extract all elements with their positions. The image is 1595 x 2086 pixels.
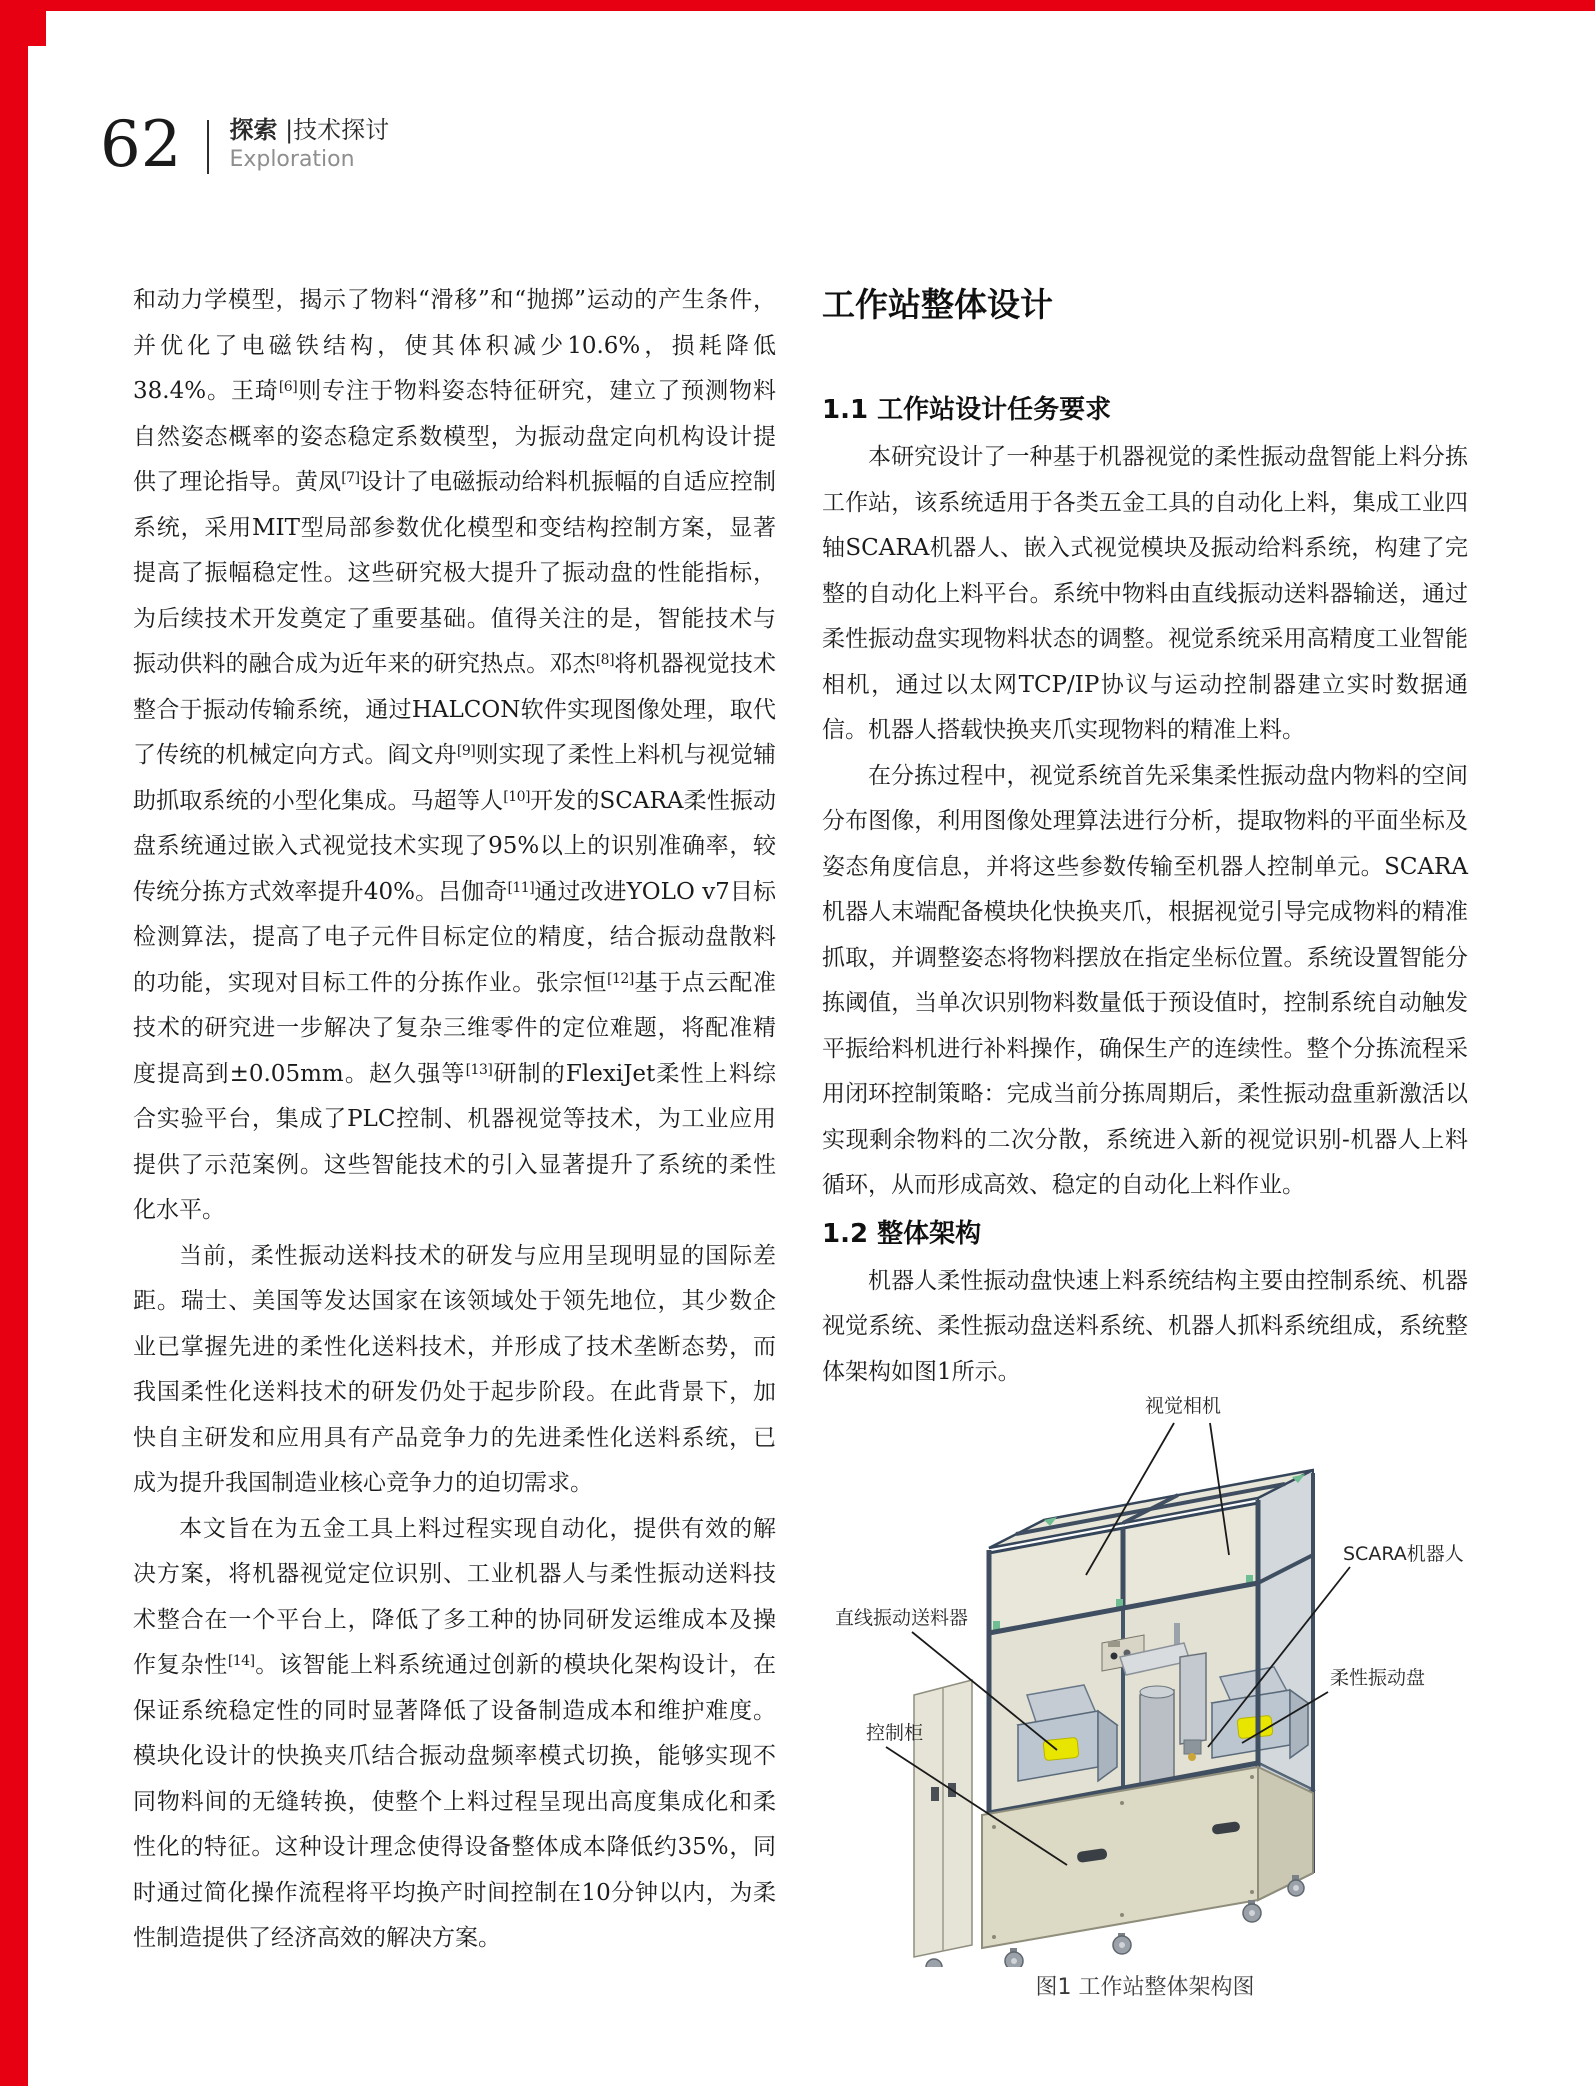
- right-column: [822, 265, 1468, 2001]
- citation-ref: [11]: [507, 879, 535, 896]
- citation-ref: [8]: [595, 652, 615, 668]
- citation-ref: [12]: [607, 970, 634, 987]
- section-1-2-body: [822, 1259, 1468, 1396]
- section-1-2-heading: 1.2 整体架构: [822, 1218, 982, 1249]
- page-edge-red-corner: [0, 0, 46, 46]
- citation-ref: [13]: [465, 1061, 493, 1078]
- label-control-cabinet: 控制柜: [866, 1722, 924, 1744]
- citation-ref: [10]: [503, 788, 530, 805]
- page-edge-red-left: [0, 0, 28, 2086]
- citation-ref: [7]: [341, 470, 360, 486]
- label-scara-robot: SCARA机器人: [1343, 1543, 1464, 1565]
- label-vision-camera: 视觉相机: [1145, 1395, 1222, 1417]
- paragraph: 当前，柔性振动送料技术的研发与应用呈现明显的国际差距。瑞士、美国等发达国家在该领域处于领先地位，其少数企业已掌握先进的柔性化送料技术，并形成了技术垄断态势，而我国柔性化送料技术的研发仍处于起步阶段。在此背景下，加快自主研发和应用具有产品竞争力的先进柔性化送料系统，已成为提升我国制造业核心竞争力的迫切需求。: [133, 1242, 776, 1496]
- citation-ref: [14]: [227, 1653, 255, 1669]
- section-title-sub: |技术探讨: [277, 116, 390, 144]
- left-column: [133, 278, 776, 1962]
- label-flexible-bowl: 柔性振动盘: [1330, 1667, 1426, 1689]
- citation-ref: [9]: [456, 743, 476, 759]
- figure-1: [822, 1395, 1468, 1967]
- header-section: [229, 116, 389, 173]
- section-1-1-heading: 1.1 工作站设计任务要求: [822, 395, 1112, 425]
- label-linear-feeder: 直线振动送料器: [835, 1607, 969, 1629]
- page-edge-red-top: [0, 0, 1595, 11]
- paragraph: 和动力学模型，揭示了物料“滑移”和“抛掷”运动的产生条件，并优化了电磁铁结构，使其体积减少10.6%，损耗降低38.4%。王琦[6]则专注于物料姿态特征研究，建立了预测物料自然姿态概率的姿态稳定系数模型，为振动盘定向机构设计提供了理论指导。黄凤[7]设计了电磁振动给料机振幅的自适应控制系统，采用MIT型局部参数优化模型和变结构控制方案，显著提高了振幅稳定性。这些研究极大提升了振动盘的性能指标，为后续技术开发奠定了重要基础。值得关注的是，智能技术与振动供料的融合成为近年来的研究热点。邓杰[8]将机器视觉技术整合于振动传输系统，通过HALCON软件实现图像处理，取代了传统的机械定向方式。阎文舟[9]则实现了柔性上料机与视觉辅助抓取系统的小型化集成。马超等人[10]开发的SCARA柔性振动盘系统通过嵌入式视觉技术实现了95%以上的识别准确率，较传统分拣方式效率提升40%。吕伽奇[11]通过改进YOLO v7目标检测算法，提高了电子元件目标定位的精度，结合振动盘散料的功能，实现对目标工件的分拣作业。张宗恒[12]基于点云配准技术的研究进一步解决了复杂三维零件的定位难题，将配准精度提高到±0.05mm。赵久强等[13]研制的FlexiJet柔性上料综合实验平台，集成了PLC控制、机器视觉等技术，为工业应用提供了示范案例。这些智能技术的引入显著提升了系统的柔性化水平。: [133, 287, 777, 1223]
- paragraph: 机器人柔性振动盘快速上料系统结构主要由控制系统、机器视觉系统、柔性振动盘送料系统、机器人抓料系统组成，系统整体架构如图1所示。: [822, 1267, 1468, 1385]
- section-title-en: Exploration: [229, 147, 355, 172]
- paragraph: 本文旨在为五金工具上料过程实现自动化，提供有效的解决方案，将机器视觉定位识别、工业机器人与柔性振动送料技术整合在一个平台上，降低了多工种的协同研发运维成本及操作复杂性[14]。该智能上料系统通过创新的模块化架构设计，在保证系统稳定性的同时显著降低了设备制造成本和维护难度。模块化设计的快换夹爪结合振动盘频率模式切换，能够实现不同物料间的无缝转换，使整个上料过程呈现出高度集成化和柔性化的特征。这种设计理念使得设备整体成本降低约35%，同时通过简化操作流程将平均换产时间控制在10分钟以内，为柔性制造提供了经济高效的解决方案。: [133, 1515, 777, 1951]
- citation-ref: [6]: [278, 379, 298, 395]
- page-header: [100, 108, 390, 182]
- header-divider: [207, 120, 209, 174]
- figure-1-caption: 图1 工作站整体架构图: [1035, 1975, 1255, 2000]
- paragraph: 本研究设计了一种基于机器视觉的柔性振动盘智能上料分拣工作站，该系统适用于各类五金工具的自动化上料，集成工业四轴SCARA机器人、嵌入式视觉模块及振动给料系统，构建了完整的自动化上料平台。系统中物料由直线振动送料器输送，通过柔性振动盘实现物料状态的调整。视觉系统采用高精度工业智能相机，通过以太网TCP/IP协议与运动控制器建立实时数据通信。机器人搭载快换夹爪实现物料的精准上料。: [822, 444, 1468, 743]
- paragraph: 在分拣过程中，视觉系统首先采集柔性振动盘内物料的空间分布图像，利用图像处理算法进行分析，提取物料的平面坐标及姿态角度信息，并将这些参数传输至机器人控制单元。SCARA机器人末端配备模块化快换夹爪，根据视觉引导完成物料的精准抓取，并调整姿态将物料摆放在指定坐标位置。系统设置智能分拣阈值，当单次识别物料数量低于预设值时，控制系统自动触发平振给料机进行补料操作，确保生产的连续性。整个分拣流程采用闭环控制策略：完成当前分拣周期后，柔性振动盘重新激活以实现剩余物料的二次分散，系统进入新的视觉识别-机器人上料循环，从而形成高效、稳定的自动化上料作业。: [822, 762, 1468, 1198]
- section-title-cn: [229, 116, 389, 144]
- section-1-1-body: [822, 435, 1468, 1209]
- page-number: 62: [100, 108, 182, 182]
- chapter-heading: 工作站整体设计: [822, 285, 1053, 324]
- section-title-main: 探索: [229, 116, 278, 144]
